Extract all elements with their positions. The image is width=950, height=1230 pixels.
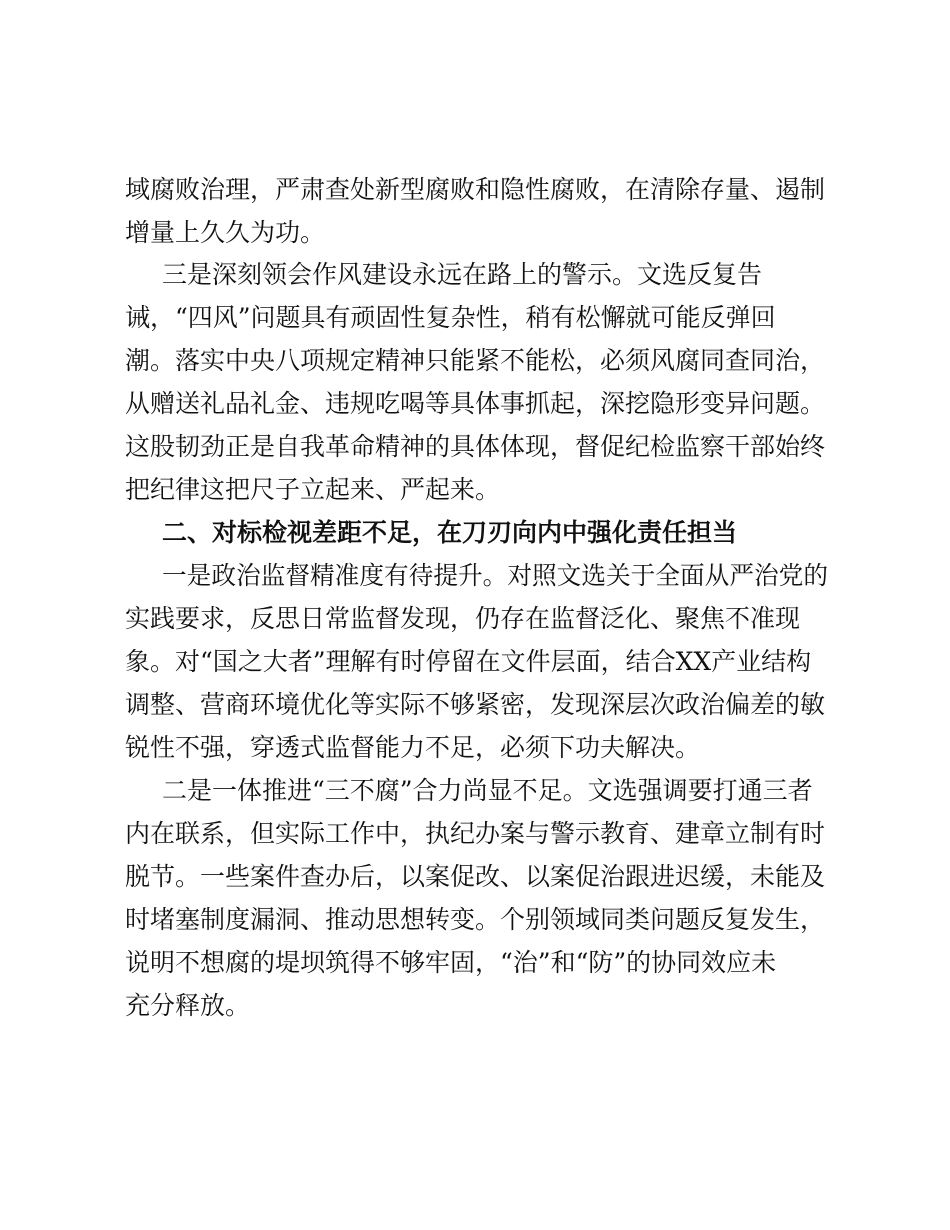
text-line: 时堵塞制度漏洞、推动思想转变。个别领域同类问题反复发生，: [125, 905, 826, 934]
text-line: 实践要求，反思日常监督发现，仍存在监督泛化、聚焦不准现: [125, 604, 801, 633]
text-line: 诫，“四风”问题具有顽固性复杂性，稍有松懈就可能反弹回: [125, 303, 776, 332]
section-heading: 二、对标检视差距不足，在刀刃向内中强化责任担当: [162, 518, 738, 547]
paragraph-start-line: 一是政治监督精准度有待提升。对照文选关于全面从严治党的: [162, 561, 829, 590]
text-line: 内在联系，但实际工作中，执纪办案与警示教育、建章立制有时: [125, 819, 826, 848]
text-line: 调整、营商环境优化等实际不够紧密，发现深层次政治偏差的敏: [125, 690, 826, 719]
text-line: 说明不想腐的堤坝筑得不够牢固，“治”和“防”的协同效应未: [125, 948, 777, 977]
text-line: 把纪律这把尺子立起来、严起来。: [125, 475, 501, 504]
text-line: 锐性不强，穿透式监督能力不足，必须下功夫解决。: [125, 733, 701, 762]
text-line: 从赠送礼品礼金、违规吃喝等具体事抓起，深挖隐形变异问题。: [125, 389, 826, 418]
text-line: 这股韧劲正是自我革命精神的具体体现，督促纪检监察干部始终: [125, 432, 826, 461]
paragraph-start-line: 三是深刻领会作风建设永远在路上的警示。文选反复告: [162, 260, 763, 289]
text-line: 象。对“国之大者”理解有时停留在文件层面，结合XX产业结构: [125, 647, 812, 676]
text-line: 脱节。一些案件查办后，以案促改、以案促治跟进迟缓，未能及: [125, 862, 826, 891]
text-line: 充分释放。: [125, 991, 251, 1020]
text-line: 域腐败治理，严肃查处新型腐败和隐性腐败，在清除存量、遏制: [125, 175, 826, 204]
text-line: 增量上久久为功。: [125, 218, 326, 247]
paragraph-start-line: 二是一体推进“三不腐”合力尚显不足。文选强调要打通三者: [162, 776, 813, 805]
text-line: 潮。落实中央八项规定精神只能紧不能松，必须风腐同查同治，: [125, 346, 826, 375]
